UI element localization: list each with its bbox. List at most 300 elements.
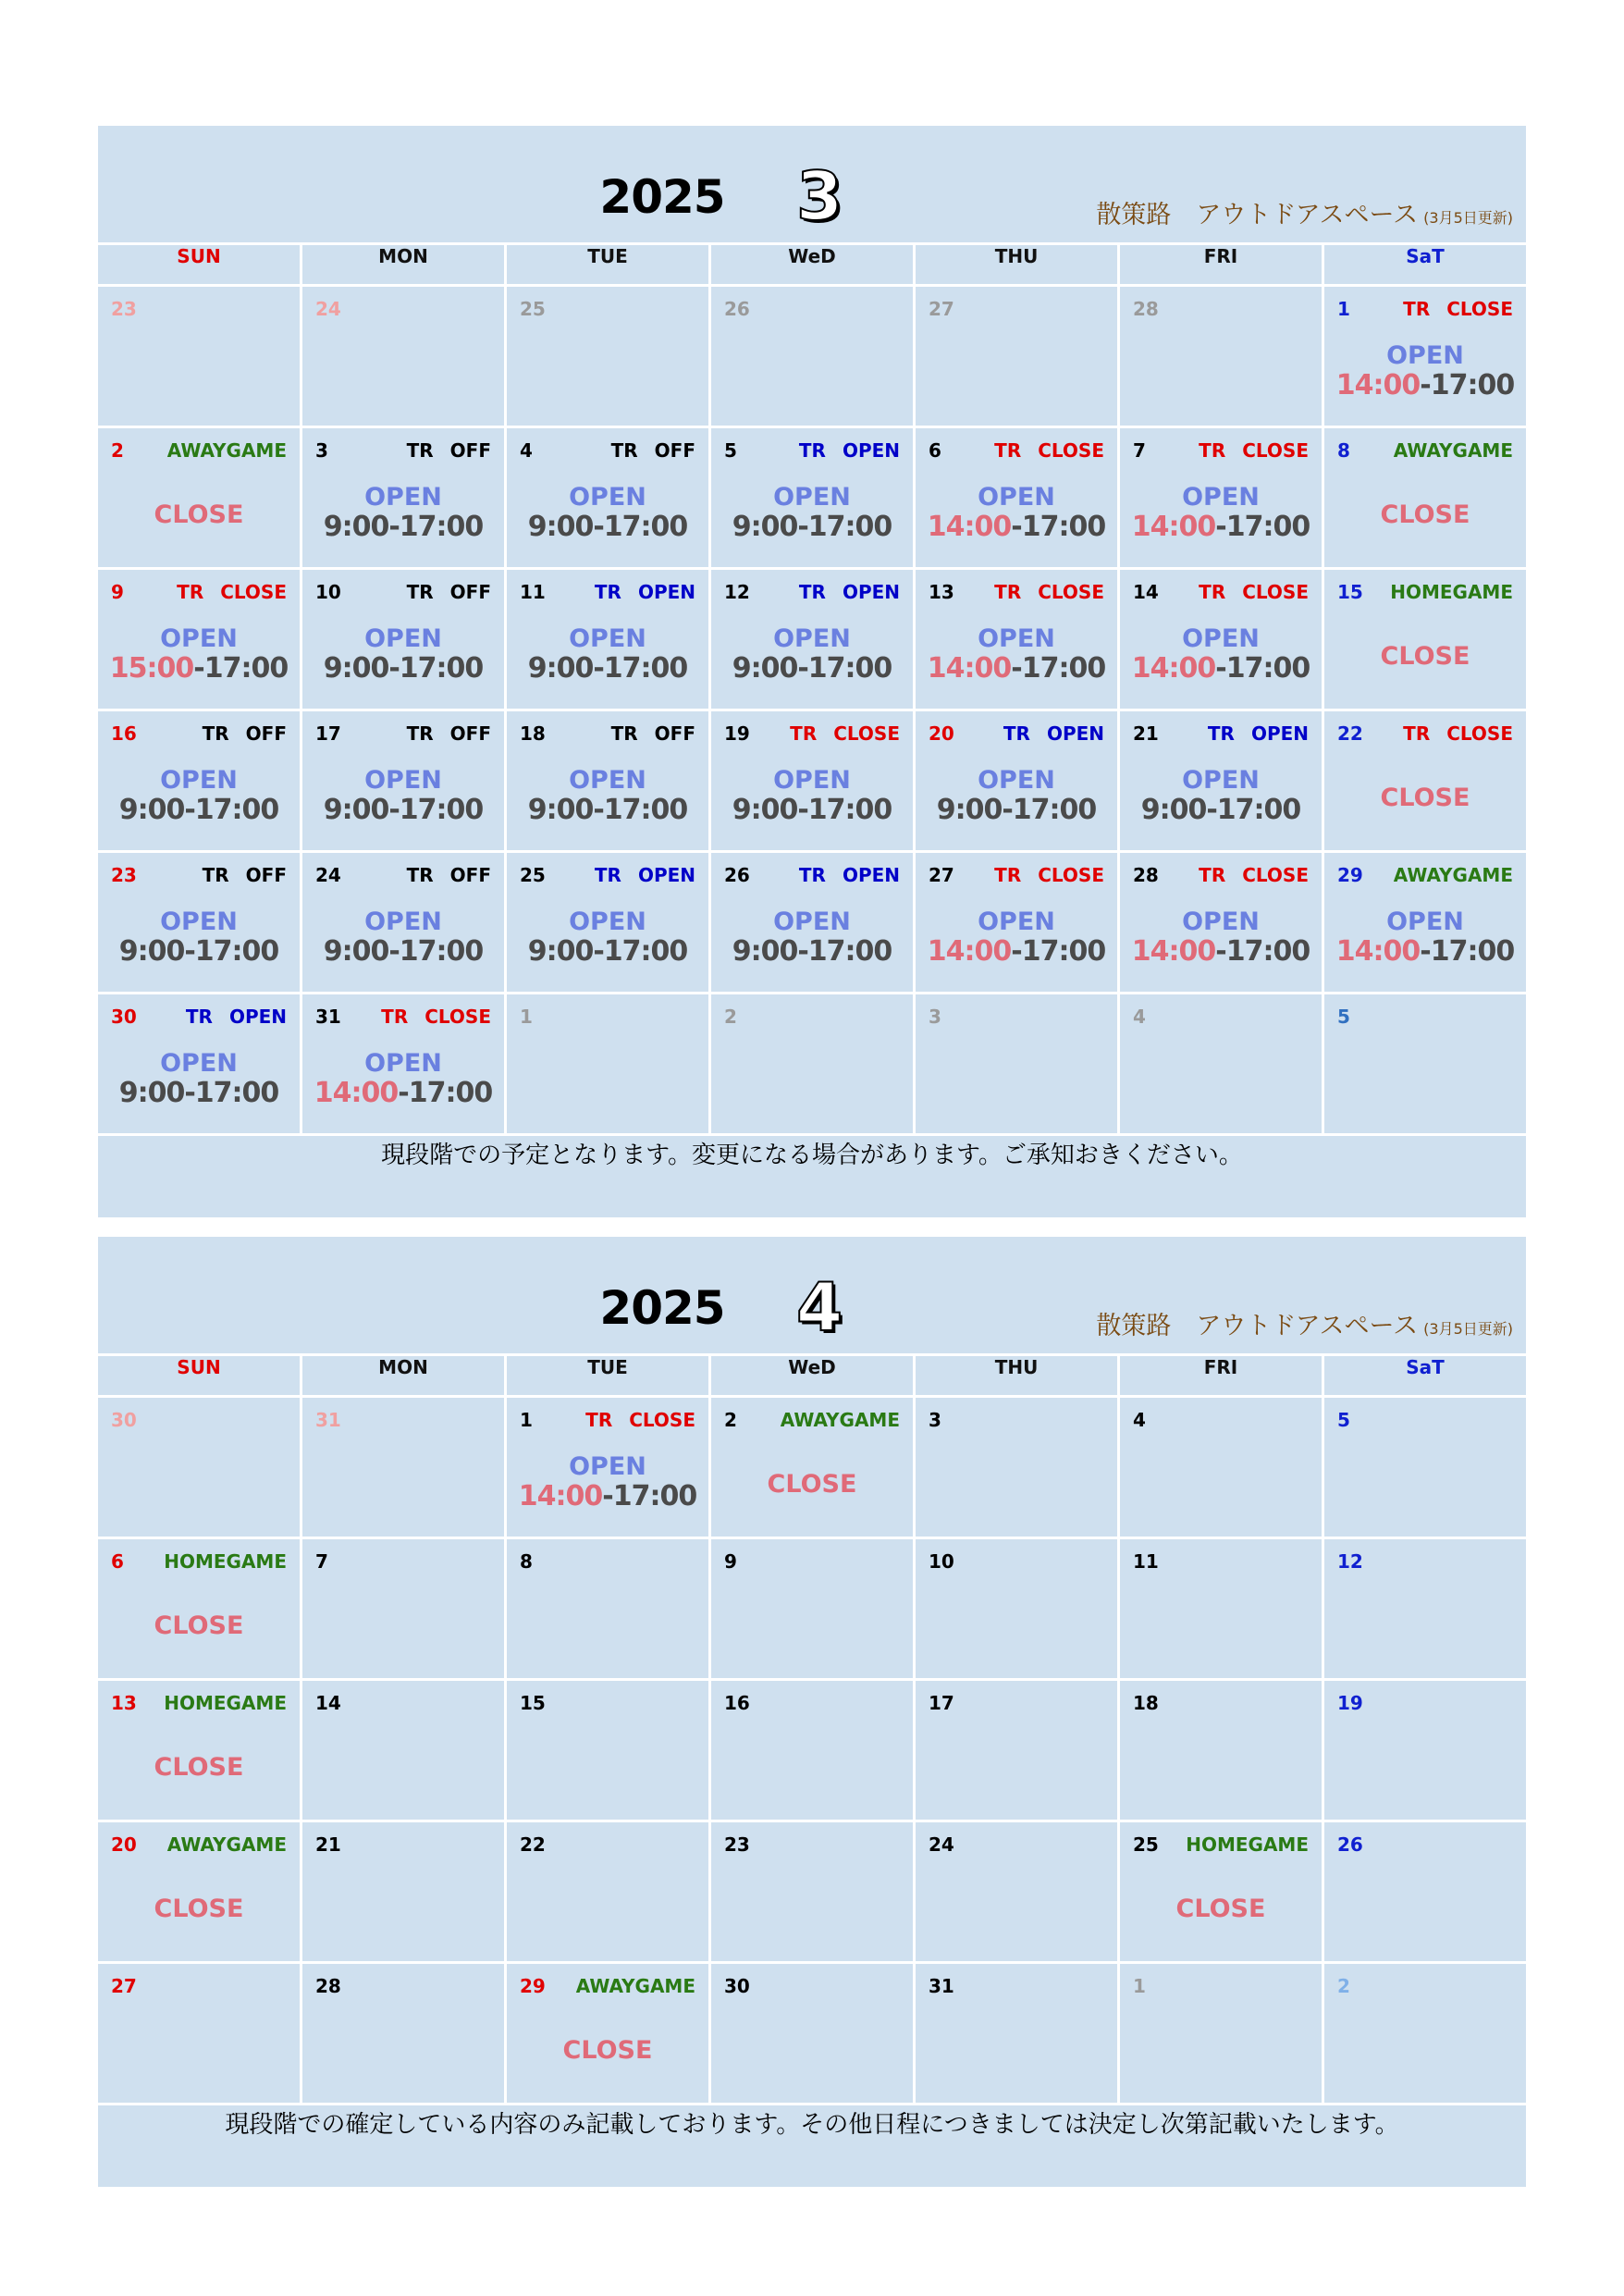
training-label: TR: [177, 581, 204, 603]
time-separator: -: [1002, 794, 1013, 826]
day-number: 1: [1133, 1975, 1146, 1997]
day-number: 3: [929, 1409, 941, 1431]
day-number: 24: [315, 864, 341, 886]
month-label: 4: [795, 1268, 843, 1346]
game-tag: AWAYGAME: [1393, 864, 1513, 886]
day-number: 29: [1337, 864, 1363, 886]
time-separator: -: [593, 794, 604, 826]
day-number: 13: [929, 581, 954, 603]
open-end-time: 17:00: [603, 935, 688, 968]
time-separator: -: [602, 1480, 613, 1512]
open-start-time: 9:00: [732, 511, 798, 543]
time-separator: -: [797, 794, 808, 826]
day-cell: [1120, 711, 1322, 850]
day-cell: [98, 428, 300, 567]
training-status: [203, 864, 287, 886]
close-label: CLOSE: [1380, 500, 1470, 529]
close-label: CLOSE: [562, 2036, 653, 2065]
day-number: 6: [111, 1550, 124, 1573]
open-time: [1120, 936, 1322, 968]
day-cell: [916, 428, 1117, 567]
open-start-time: 9:00: [118, 794, 185, 826]
open-end-time: 17:00: [1225, 935, 1310, 968]
day-number: 18: [520, 722, 546, 745]
open-hours: [711, 484, 913, 543]
open-time: [711, 512, 913, 543]
open-hours: [98, 1050, 300, 1109]
day-number: 10: [315, 581, 341, 603]
time-separator: -: [797, 935, 808, 968]
day-cell: [302, 711, 504, 850]
time-separator: -: [593, 935, 604, 968]
day-number: 26: [724, 864, 750, 886]
day-cell: [916, 570, 1117, 709]
open-start-time: 9:00: [1140, 794, 1207, 826]
open-time: [507, 936, 708, 968]
open-label: OPEN: [773, 483, 851, 512]
training-label: TR: [1207, 722, 1235, 745]
time-separator: -: [797, 511, 808, 543]
training-status: [407, 722, 491, 745]
day-cell: [711, 711, 913, 850]
open-hours: [98, 767, 300, 826]
open-label: OPEN: [569, 624, 646, 653]
day-cell: [302, 994, 504, 1133]
time-separator: -: [398, 1077, 409, 1109]
training-label: TR: [1199, 581, 1226, 603]
day-cell: [302, 570, 504, 709]
training-status: [994, 581, 1104, 603]
day-cell: [98, 711, 300, 850]
day-number: 23: [724, 1833, 750, 1856]
day-number: 31: [315, 1409, 341, 1431]
open-time: [916, 795, 1117, 826]
training-value: OFF: [449, 864, 491, 886]
open-time: [98, 653, 300, 685]
open-end-time: 17:00: [194, 794, 279, 826]
open-end-time: 17:00: [1216, 794, 1301, 826]
open-label: OPEN: [773, 624, 851, 653]
open-label: OPEN: [569, 766, 646, 795]
calendar-grid: [98, 1353, 1526, 2105]
weekday-header: SaT: [1324, 1356, 1526, 1395]
training-value: OFF: [449, 581, 491, 603]
day-cell: [1120, 1681, 1322, 1820]
close-label: CLOSE: [1380, 642, 1470, 671]
weekday-header: THU: [916, 245, 1117, 284]
game-tag: AWAYGAME: [1393, 439, 1513, 462]
open-end-time: 17:00: [1225, 511, 1310, 543]
day-number: 27: [929, 298, 954, 320]
open-end-time: 17:00: [194, 935, 279, 968]
open-label: OPEN: [569, 907, 646, 936]
day-cell: [302, 853, 504, 992]
day-number: 3: [929, 1006, 941, 1028]
day-number: 22: [520, 1833, 546, 1856]
open-label: OPEN: [978, 624, 1055, 653]
weekday-header: TUE: [507, 245, 708, 284]
day-number: 2: [724, 1409, 737, 1431]
open-hours: [1324, 342, 1526, 401]
open-start-time: 14:00: [518, 1480, 603, 1512]
day-cell: [1120, 287, 1322, 426]
day-number: 21: [315, 1833, 341, 1856]
weekday-header: SUN: [98, 245, 300, 284]
time-separator: -: [184, 1077, 195, 1109]
day-number: 2: [724, 1006, 737, 1028]
training-label: TR: [1403, 298, 1431, 320]
day-cell: [1120, 570, 1322, 709]
month-label: 3: [795, 157, 843, 235]
day-number: 9: [111, 581, 124, 603]
close-label: CLOSE: [1175, 1895, 1266, 1923]
training-label: TR: [185, 1006, 213, 1028]
training-value: OPEN: [637, 581, 695, 603]
open-start-time: 9:00: [732, 794, 798, 826]
day-cell: [302, 1681, 504, 1820]
training-status: [799, 439, 900, 462]
open-end-time: 17:00: [612, 1480, 697, 1512]
day-number: 30: [111, 1006, 137, 1028]
training-value: OPEN: [842, 864, 900, 886]
day-number: 14: [1133, 581, 1159, 603]
day-number: 27: [111, 1975, 137, 1997]
training-value: CLOSE: [1242, 439, 1309, 462]
day-cell: [711, 428, 913, 567]
day-cell: [1324, 570, 1526, 709]
open-time: [507, 795, 708, 826]
open-time: [98, 795, 300, 826]
day-number: 11: [520, 581, 546, 603]
time-separator: -: [1215, 652, 1226, 685]
training-label: TR: [594, 581, 621, 603]
venue-label: [1096, 194, 1513, 230]
open-label: OPEN: [569, 1452, 646, 1481]
training-value: OFF: [245, 722, 287, 745]
day-number: 31: [929, 1975, 954, 1997]
day-cell: [711, 994, 913, 1133]
open-hours: [302, 908, 504, 968]
open-end-time: 17:00: [194, 1077, 279, 1109]
open-start-time: 9:00: [527, 794, 594, 826]
training-status: [799, 864, 900, 886]
open-end-time: 17:00: [807, 935, 892, 968]
open-label: OPEN: [364, 766, 442, 795]
weekday-header: MON: [302, 245, 504, 284]
open-hours: [916, 908, 1117, 968]
day-number: 19: [724, 722, 750, 745]
open-end-time: 17:00: [399, 794, 484, 826]
open-end-time: 17:00: [1225, 652, 1310, 685]
day-number: 7: [315, 1550, 328, 1573]
training-status: [186, 1006, 287, 1028]
day-cell: [302, 1398, 504, 1537]
open-end-time: 17:00: [1430, 369, 1515, 401]
open-label: OPEN: [160, 766, 238, 795]
day-cell: [98, 287, 300, 426]
training-value: CLOSE: [1038, 864, 1104, 886]
training-label: TR: [610, 722, 638, 745]
open-start-time: 14:00: [1131, 652, 1216, 685]
day-number: 12: [1337, 1550, 1363, 1573]
training-value: CLOSE: [1446, 298, 1513, 320]
open-hours: [507, 625, 708, 685]
day-cell: [1324, 1681, 1526, 1820]
day-cell: [711, 1398, 913, 1537]
open-end-time: 17:00: [603, 511, 688, 543]
open-time: [507, 1481, 708, 1512]
open-label: OPEN: [1386, 907, 1464, 936]
day-cell: [1324, 711, 1526, 850]
day-cell: [916, 1681, 1117, 1820]
open-time: [1324, 370, 1526, 401]
day-number: 1: [520, 1006, 533, 1028]
open-end-time: 17:00: [408, 1077, 493, 1109]
training-label: TR: [202, 864, 229, 886]
open-hours: [916, 484, 1117, 543]
open-hours: [916, 625, 1117, 685]
weekday-header: FRI: [1120, 1356, 1322, 1395]
training-value: OPEN: [1250, 722, 1309, 745]
training-label: TR: [1403, 722, 1431, 745]
day-cell: [1120, 1539, 1322, 1678]
venue-name: 散策路 アウトドアスペース: [1096, 1312, 1419, 1340]
open-end-time: 17:00: [603, 652, 688, 685]
day-number: 12: [724, 581, 750, 603]
day-number: 8: [1337, 439, 1350, 462]
close-label: CLOSE: [154, 500, 244, 529]
training-status: [1199, 864, 1309, 886]
training-status: [1403, 722, 1513, 745]
open-start-time: 9:00: [527, 935, 594, 968]
open-time: [98, 936, 300, 968]
day-number: 29: [520, 1975, 546, 1997]
open-label: OPEN: [160, 1049, 238, 1078]
day-number: 15: [1337, 581, 1363, 603]
day-number: 24: [929, 1833, 954, 1856]
training-value: OFF: [245, 864, 287, 886]
open-time: [916, 936, 1117, 968]
time-separator: -: [184, 935, 195, 968]
day-number: 25: [520, 298, 546, 320]
open-time: [302, 936, 504, 968]
training-label: TR: [594, 864, 621, 886]
day-number: 13: [111, 1692, 137, 1714]
updated-note: (3月5日更新): [1423, 209, 1513, 227]
training-value: CLOSE: [1242, 864, 1309, 886]
open-hours: [98, 908, 300, 968]
open-time: [98, 1078, 300, 1109]
year-label: 2025: [599, 1281, 725, 1335]
training-status: [177, 581, 287, 603]
open-hours: [302, 625, 504, 685]
game-tag: HOMEGAME: [164, 1550, 287, 1573]
day-number: 27: [929, 864, 954, 886]
training-label: TR: [1199, 439, 1226, 462]
open-start-time: 14:00: [1335, 369, 1421, 401]
day-cell: [98, 1822, 300, 1961]
calendar-header: [98, 1237, 1526, 1353]
open-hours: [1120, 908, 1322, 968]
day-cell: [507, 1539, 708, 1678]
time-separator: -: [1011, 652, 1022, 685]
training-status: [1208, 722, 1309, 745]
open-start-time: 14:00: [927, 935, 1012, 968]
training-value: CLOSE: [1242, 581, 1309, 603]
open-end-time: 17:00: [807, 652, 892, 685]
open-hours: [302, 484, 504, 543]
calendar-april: [98, 1237, 1526, 2187]
day-cell: [1120, 1964, 1322, 2103]
training-label: TR: [1199, 864, 1226, 886]
training-status: [585, 1409, 695, 1431]
calendar-grid: [98, 242, 1526, 1136]
open-hours: [1120, 484, 1322, 543]
day-cell: [1120, 853, 1322, 992]
open-end-time: 17:00: [1021, 935, 1106, 968]
open-start-time: 9:00: [323, 794, 389, 826]
day-number: 4: [1133, 1409, 1146, 1431]
training-value: CLOSE: [1038, 439, 1104, 462]
day-cell: [1324, 287, 1526, 426]
day-cell: [98, 1681, 300, 1820]
training-label: TR: [994, 439, 1022, 462]
day-cell: [302, 1964, 504, 2103]
day-number: 1: [1337, 298, 1350, 320]
day-number: 20: [929, 722, 954, 745]
game-tag: AWAYGAME: [166, 439, 287, 462]
day-cell: [916, 1964, 1117, 2103]
venue-name: 散策路 アウトドアスペース: [1096, 201, 1419, 229]
day-cell: [711, 853, 913, 992]
day-number: 28: [315, 1975, 341, 1997]
training-value: OPEN: [842, 439, 900, 462]
training-value: OPEN: [637, 864, 695, 886]
day-cell: [98, 853, 300, 992]
weekday-header: TUE: [507, 1356, 708, 1395]
day-cell: [507, 994, 708, 1133]
weekday-header: SaT: [1324, 245, 1526, 284]
game-tag: AWAYGAME: [780, 1409, 900, 1431]
open-hours: [1324, 908, 1526, 968]
day-number: 10: [929, 1550, 954, 1573]
training-status: [407, 439, 491, 462]
open-start-time: 14:00: [927, 511, 1012, 543]
open-label: OPEN: [1182, 624, 1260, 653]
training-value: OFF: [654, 722, 695, 745]
day-cell: [507, 1398, 708, 1537]
weekday-header: FRI: [1120, 245, 1322, 284]
close-label: CLOSE: [154, 1895, 244, 1923]
day-cell: [711, 1539, 913, 1678]
day-number: 18: [1133, 1692, 1159, 1714]
game-tag: HOMEGAME: [1186, 1833, 1309, 1856]
open-hours: [507, 767, 708, 826]
open-hours: [98, 625, 300, 685]
training-label: TR: [406, 864, 434, 886]
open-label: OPEN: [569, 483, 646, 512]
open-hours: [507, 484, 708, 543]
day-cell: [1120, 994, 1322, 1133]
open-time: [1120, 653, 1322, 685]
open-label: OPEN: [1182, 766, 1260, 795]
day-number: 5: [1337, 1409, 1350, 1431]
day-number: 17: [315, 722, 341, 745]
open-label: OPEN: [364, 907, 442, 936]
day-cell: [1324, 994, 1526, 1133]
day-cell: [711, 1681, 913, 1820]
open-end-time: 17:00: [1430, 935, 1515, 968]
open-start-time: 9:00: [527, 511, 594, 543]
training-status: [407, 581, 491, 603]
day-number: 21: [1133, 722, 1159, 745]
open-time: [507, 653, 708, 685]
open-start-time: 14:00: [314, 1077, 399, 1109]
open-start-time: 9:00: [732, 652, 798, 685]
time-separator: -: [388, 652, 400, 685]
day-cell: [507, 428, 708, 567]
open-time: [302, 1078, 504, 1109]
training-value: OFF: [449, 439, 491, 462]
day-number: 30: [724, 1975, 750, 1997]
day-number: 5: [724, 439, 737, 462]
day-number: 23: [111, 298, 137, 320]
day-cell: [98, 994, 300, 1133]
day-cell: [916, 1398, 1117, 1537]
day-number: 11: [1133, 1550, 1159, 1573]
day-number: 14: [315, 1692, 341, 1714]
training-label: TR: [1003, 722, 1030, 745]
day-cell: [1324, 428, 1526, 567]
time-separator: -: [193, 652, 204, 685]
open-end-time: 17:00: [603, 794, 688, 826]
open-end-time: 17:00: [807, 511, 892, 543]
weekday-header: MON: [302, 1356, 504, 1395]
time-separator: -: [388, 935, 400, 968]
day-cell: [1324, 1398, 1526, 1537]
game-tag: AWAYGAME: [575, 1975, 695, 1997]
day-number: 16: [111, 722, 137, 745]
day-number: 1: [520, 1409, 533, 1431]
open-end-time: 17:00: [203, 652, 289, 685]
training-status: [994, 864, 1104, 886]
weekday-header: SUN: [98, 1356, 300, 1395]
day-number: 25: [1133, 1833, 1159, 1856]
open-end-time: 17:00: [399, 935, 484, 968]
time-separator: -: [1420, 369, 1431, 401]
calendar-march: [98, 126, 1526, 1217]
day-number: 19: [1337, 1692, 1363, 1714]
day-number: 24: [315, 298, 341, 320]
training-value: CLOSE: [833, 722, 900, 745]
day-number: 2: [111, 439, 124, 462]
training-label: TR: [994, 581, 1022, 603]
day-number: 3: [315, 439, 328, 462]
training-status: [407, 864, 491, 886]
day-cell: [507, 287, 708, 426]
time-separator: -: [184, 794, 195, 826]
time-separator: -: [593, 652, 604, 685]
training-value: CLOSE: [629, 1409, 695, 1431]
training-value: OFF: [654, 439, 695, 462]
day-number: 17: [929, 1692, 954, 1714]
day-number: 26: [724, 298, 750, 320]
open-hours: [711, 908, 913, 968]
training-status: [799, 581, 900, 603]
day-cell: [302, 1822, 504, 1961]
open-start-time: 9:00: [323, 935, 389, 968]
training-label: TR: [202, 722, 229, 745]
